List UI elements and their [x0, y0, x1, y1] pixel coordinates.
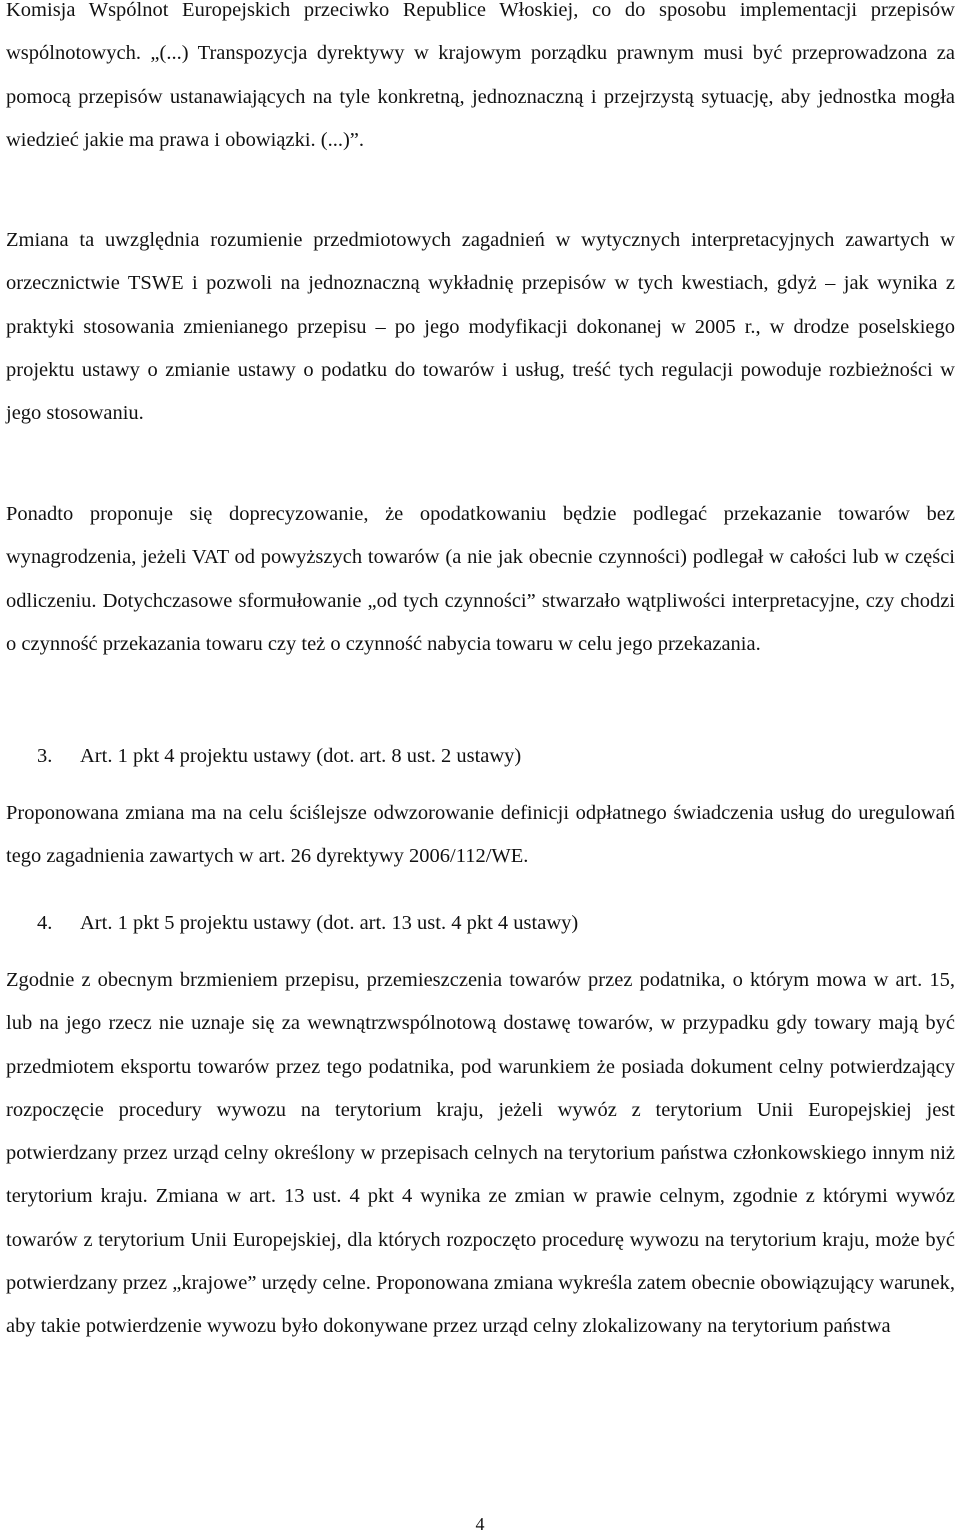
- section-number-4: 4.: [37, 912, 53, 934]
- paragraph-goods-movement: Zgodnie z obecnym brzmieniem przepisu, przemieszczenia towarów przez podatnika, o którym mowa w art. 15, lub na jego rzecz nie uznaje się za wewnątrzwspólnotową dostawę towarów, w przypadku gdy towary mają być przedmiotem eksportu towarów przez tego podatnika, pod warunkiem że posiada dokument celny potwierdzający rozpoczęcie procedury wywozu na terytorium kraju, jeżeli wywóz z terytorium Unii Europejskiej jest potwierdzany przez urząd celny określony w przepisach celnych na terytorium państwa członkowskiego innym niż terytorium kraju. Zmiana w art. 13 ust. 4 pkt 4 wynika ze zmian w prawie celnym, zgodnie z którymi wywóz towarów z terytorium Unii Europejskiej, dla których rozpoczęto procedurę wywozu na terytorium kraju, może być potwierdzany przez „krajowe” urzędy celne. Proponowana zmiana wykreśla zatem obecnie obowiązujący warunek, aby takie potwierdzenie wywozu było dokonywane przez urząd celny zlokalizowany na terytorium państwa: [6, 969, 955, 1338]
- paragraph-interpretation-change: Zmiana ta uwzględnia rozumienie przedmiotowych zagadnień w wytycznych interpretacyjnych zawartych w orzecznictwie TSWE i pozwoli na jednoznaczną wykładnię przepisów w tych kwestiach, gdyż – jak wynika z praktyki stosowania zmienianego przepisu – po jego modyfikacji dokonanej w 2005 r., w drodze poselskiego projektu ustawy o zmianie ustawy o podatku do towarów i usług, treść tych regulacji powoduje rozbieżności w jego stosowaniu.: [6, 229, 955, 425]
- paragraph-vat-clarification: Ponadto proponuje się doprecyzowanie, że opodatkowaniu będzie podlegać przekazanie towarów bez wynagrodzenia, jeżeli VAT od powyższych towarów (a nie jak obecnie czynności) podlegał w całości lub w części odliczeniu. Dotychczasowe sformułowanie „od tych czynności” stwarzało wątpliwości interpretacyjne, czy chodzi o czynność przekazania towaru czy też o czynność nabycia towaru w celu jego przekazania.: [6, 503, 955, 655]
- section-heading-4: [37, 902, 578, 945]
- section-title-3: Art. 1 pkt 4 projektu ustawy (dot. art. 8 ust. 2 ustawy): [80, 745, 522, 767]
- section-title-4: Art. 1 pkt 5 projektu ustawy (dot. art. 13 ust. 4 pkt 4 ustawy): [80, 912, 579, 934]
- paragraph-ecj-judgment: Komisja Wspólnot Europejskich przeciwko Republice Włoskiej, co do sposobu implementacji przepisów wspólnotowych. „(...) Transpozycja dyrektywy w krajowym porządku prawnym musi być przeprowadzona za pomocą przepisów ustanawiających na tyle konkretną, jednoznaczną i przejrzystą sytuację, aby jednostka mogła wiedzieć jakie ma prawa i obowiązki. (...)”.: [6, 0, 955, 151]
- paragraph-service-definition: Proponowana zmiana ma na celu ściślejsze odwzorowanie definicji odpłatnego świadczenia usług do uregulowań tego zagadnienia zawartych w art. 26 dyrektywy 2006/112/WE.: [6, 802, 955, 868]
- section-heading-3: [37, 735, 521, 778]
- page-number: 4: [475, 1514, 485, 1534]
- section-number-3: 3.: [37, 745, 53, 767]
